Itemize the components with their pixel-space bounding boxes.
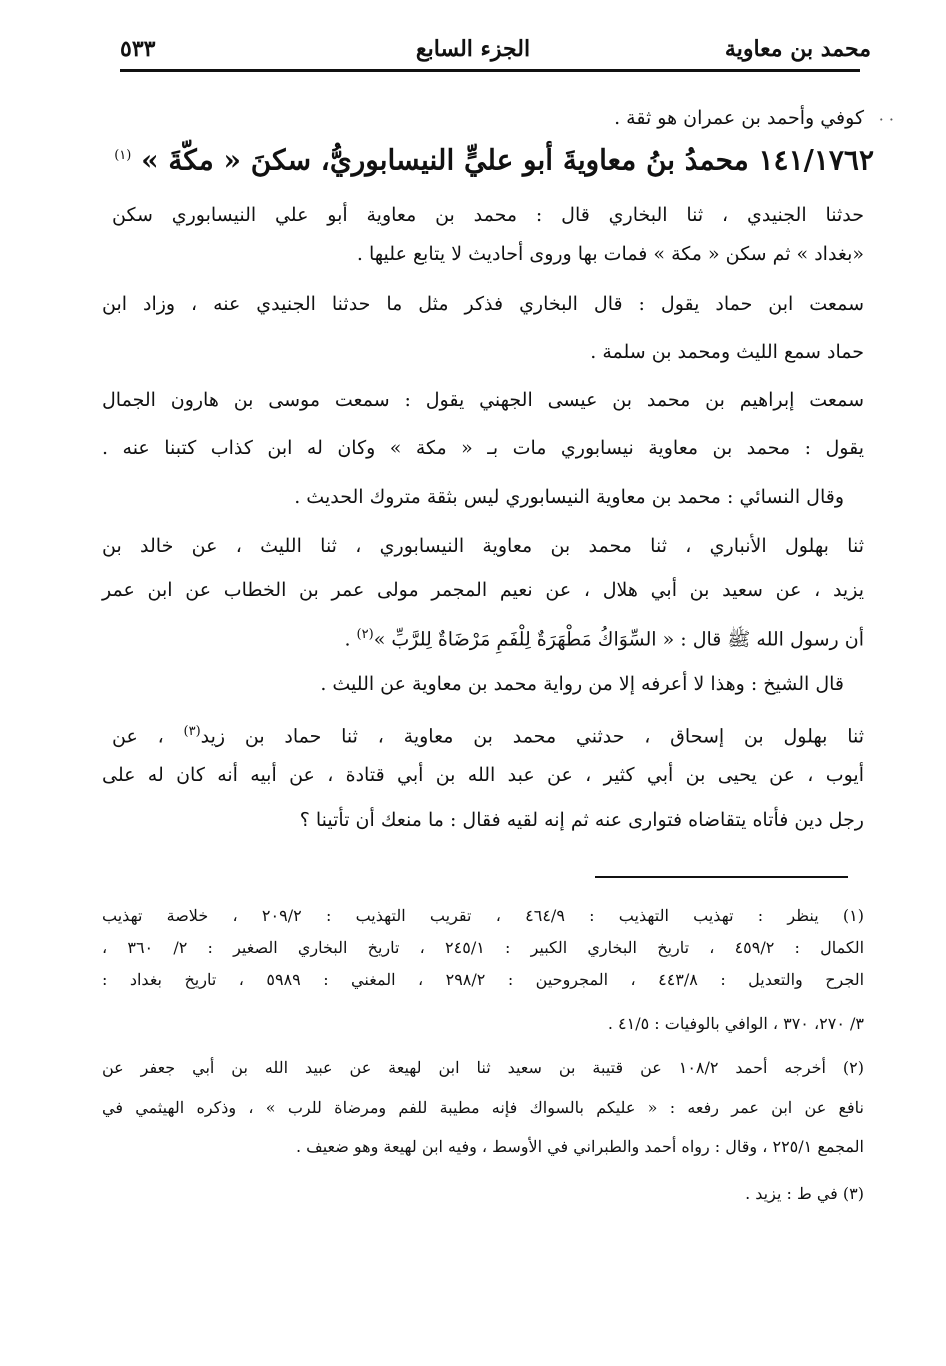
entry-title xyxy=(114,128,874,188)
text-line: وقال النسائي : محمد بن معاوية النيسابوري ليس بثقة متروك الحديث . xyxy=(294,486,844,508)
footnote-line: (١) ينظر : تهذيب التهذيب : ٤٦٤/٩ ، تقريب التهذيب : ٢٠٩/٢ ، خلاصة تهذيب xyxy=(102,906,865,925)
footnote-ref: (٢) xyxy=(356,627,374,642)
text-line: سمعت ابن حماد يقول : قال البخاري فذكر مثل ما حدثنا الجنيدي عنه ، وزاد ابن xyxy=(102,293,864,315)
text-line: كوفي وأحمد بن عمران هو ثقة . xyxy=(614,107,864,129)
text-line: يقول : محمد بن معاوية نيسابوري مات بـ « مكة » وكان له ابن كذاب كتبنا عنه . xyxy=(102,437,864,459)
text-line xyxy=(344,620,864,654)
footnote-ref: (١) xyxy=(114,148,132,163)
footnote-line: (٣) في ط : يزيد . xyxy=(745,1184,864,1203)
text-line: ثنا بهلول الأنباري ، ثنا محمد بن معاوية النيسابوري ، ثنا الليث ، عن خالد بن xyxy=(102,535,864,557)
running-header-entry-name: محمد بن معاوية xyxy=(724,36,871,62)
footnote-line: الجرح والتعديل : ٤٤٣/٨ ، المجروحين : ٢٩٨/٢ ، المغني : ٥٩٨٩ ، تاريخ بغداد : xyxy=(102,970,865,989)
text-line: حدثنا الجنيدي ، ثنا البخاري قال : محمد بن معاوية أبو علي النيسابوري سكن xyxy=(112,204,864,226)
text-line: سمعت إبراهيم بن محمد بن عيسى الجهني يقول : سمعت موسى بن هارون الجمال xyxy=(102,389,864,411)
isnad-text-end: ، عن xyxy=(112,725,184,748)
footnote-line: ٣/ ٢٧٠، ٣٧٠ ، الوافي بالوفيات : ٤١/٥ . xyxy=(607,1014,864,1033)
footnote-line: نافع عن ابن عمر رفعه : « عليكم بالسواك فإنه مطيبة للفم ومرضاة للرب » ، وذكره الهيثمي في xyxy=(102,1098,864,1117)
footnote-ref: (٣) xyxy=(183,724,201,739)
running-header-volume: الجزء السابع xyxy=(415,36,531,62)
entry-title-text: ١٤١/١٧٦٢ محمدُ بنُ معاويةَ أبو عليٍّ النيسابوريُّ، سكنَ « مكّةَ » xyxy=(141,143,874,177)
text-line: أيوب ، عن يحيى بن أبي كثير ، عن عبد الله بن أبي قتادة ، عن أبيه أنه كان له على xyxy=(102,764,864,786)
margin-dots: · · xyxy=(878,110,894,129)
footnote-line: (٢) أخرجه أحمد ١٠٨/٢ عن قتيبة بن سعيد ثنا ابن لهيعة عن عبيد الله بن أبي جعفر عن xyxy=(102,1058,864,1077)
text-line xyxy=(112,717,864,751)
header-rule xyxy=(120,69,860,72)
text-line: حماد سمع الليث ومحمد بن سلمة . xyxy=(590,341,864,363)
text-line: «بغداد » ثم سكن « مكة » فمات بها وروى أحاديث لا يتابع عليها . xyxy=(356,243,864,265)
text-line: يزيد ، عن سعيد بن أبي هلال ، عن نعيم المجمر مولى عمر بن الخطاب عن ابن عمر xyxy=(102,579,864,601)
page-number: ٥٣٣ xyxy=(120,36,156,62)
hadith-line-end: . xyxy=(344,628,357,651)
text-line: قال الشيخ : وهذا لا أعرفه إلا من رواية محمد بن معاوية عن الليث . xyxy=(320,673,844,695)
hadith-line-text: أن رسول الله ﷺ قال : « السِّوَاكُ مَطْهَرَةٌ لِلْفَمِ مَرْضَاةٌ لِلرَّبِّ » xyxy=(373,628,864,651)
footnote-rule xyxy=(595,876,848,878)
footnote-line: الكمال : ٤٥٩/٢ ، تاريخ البخاري الكبير : ٢٤٥/١ ، تاريخ البخاري الصغير : ٢/ ٣٦٠ ، xyxy=(102,938,865,957)
footnote-line: المجمع ٢٢٥/١ ، وقال : رواه أحمد والطبراني في الأوسط ، وفيه ابن لهيعة وهو ضعيف . xyxy=(295,1137,864,1156)
isnad-text: ثنا بهلول بن إسحاق ، حدثني محمد بن معاوية ، ثنا حماد بن زيد xyxy=(200,725,865,748)
text-line: رجل دين فأتاه يتقاضاه فتوارى عنه ثم إنه لقيه فقال : ما منعك أن تأتينا ؟ xyxy=(299,809,864,831)
